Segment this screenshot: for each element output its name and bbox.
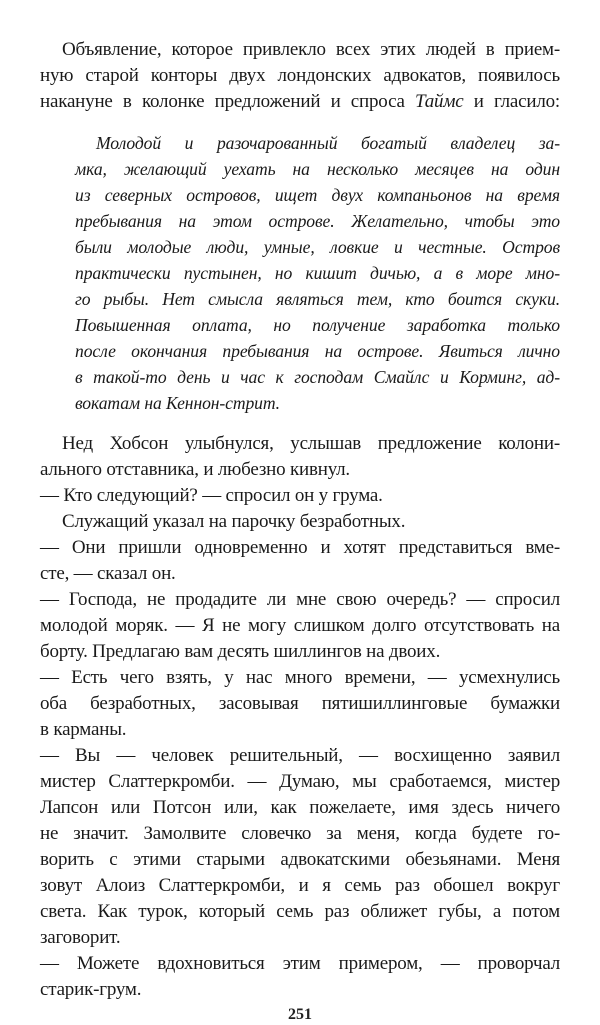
paragraph-line: — Кто следующий? — спросил он у грума. [40, 485, 383, 506]
paragraph-line: Объявление, которое привлекло всех этих людей в прием- [62, 39, 560, 60]
paragraph-line: не значит. Замолвите словечко за меня, когда будете го- [40, 823, 560, 844]
text-segment: и гласило: [463, 91, 560, 112]
paragraph-line: — Они пришли одновременно и хотят представиться вме- [40, 537, 560, 558]
paragraph-line: — Вы — человек решительный, — восхищенно заявил [40, 745, 560, 766]
paragraph-line: оба безработных, засовывая пятишиллинговые бумажки [40, 693, 560, 714]
page-number: 251 [288, 1006, 312, 1023]
paragraph-line: мистер Слаттеркромби. — Думаю, мы сработаемся, мистер [40, 771, 560, 792]
paragraph-line: света. Как турок, который семь раз оближет губы, а потом [40, 901, 560, 922]
advertisement-line: мка, желающий уехать на несколько месяцев на один [75, 159, 560, 179]
newspaper-name: Таймс [415, 91, 464, 112]
paragraph-line [40, 90, 560, 114]
paragraph-line: ную старой конторы двух лондонских адвокатов, появилось [40, 65, 560, 86]
advertisement-line: из северных островов, ищет двух компаньонов на время [75, 185, 560, 205]
text-segment: накануне в колонке предложений и спроса [40, 91, 416, 112]
advertisement-line: вокатам на Кеннон-стрит. [75, 393, 280, 413]
paragraph-line: борту. Предлагаю вам десять шиллингов на двоих. [40, 641, 441, 662]
paragraph-line: сте, — сказал он. [40, 563, 176, 584]
advertisement-line: Повышенная оплата, но получение заработка только [75, 315, 560, 335]
paragraph-line: Служащий указал на парочку безработных. [62, 511, 406, 532]
paragraph-line: ворить с этими старыми адвокатскими обезьянами. Меня [40, 849, 560, 870]
paragraph-line: старик-грум. [40, 979, 142, 1000]
paragraph-line: в карманы. [40, 719, 127, 740]
paragraph-line: — Можете вдохновиться этим примером, — проворчал [40, 953, 560, 974]
advertisement-line: практически пустынен, но кишит дичью, а в море мно- [75, 263, 560, 283]
paragraph-line: заговорит. [40, 927, 121, 948]
paragraph-line: ального отставника, и любезно кивнул. [40, 459, 350, 480]
paragraph-line: Лапсон или Потсон или, как пожелаете, имя здесь ничего [40, 797, 560, 818]
paragraph-line: Нед Хобсон улыбнулся, услышав предложение колони- [62, 433, 560, 454]
paragraph-line: — Господа, не продадите ли мне свою очередь? — спросил [40, 589, 560, 610]
paragraph-line: зовут Алоиз Слаттеркромби, и я семь раз обошел вокруг [40, 875, 560, 896]
advertisement-line: после окончания пребывания на острове. Явиться лично [75, 341, 560, 361]
advertisement-line: го рыбы. Нет смысла являться тем, кто боится скуки. [75, 289, 560, 309]
paragraph-line: — Есть чего взять, у нас много времени, — усмехнулись [40, 667, 560, 688]
advertisement-line: в такой-то день и час к господам Смайлс и Корминг, ад- [75, 367, 560, 387]
paragraph-line: молодой моряк. — Я не могу слишком долго отсутствовать на [40, 615, 560, 636]
advertisement-line: пребывания на этом острове. Желательно, чтобы это [75, 211, 560, 231]
advertisement-line: были молодые люди, умные, ловкие и честные. Остров [75, 237, 560, 257]
advertisement-line: Молодой и разочарованный богатый владелец за- [96, 133, 560, 153]
